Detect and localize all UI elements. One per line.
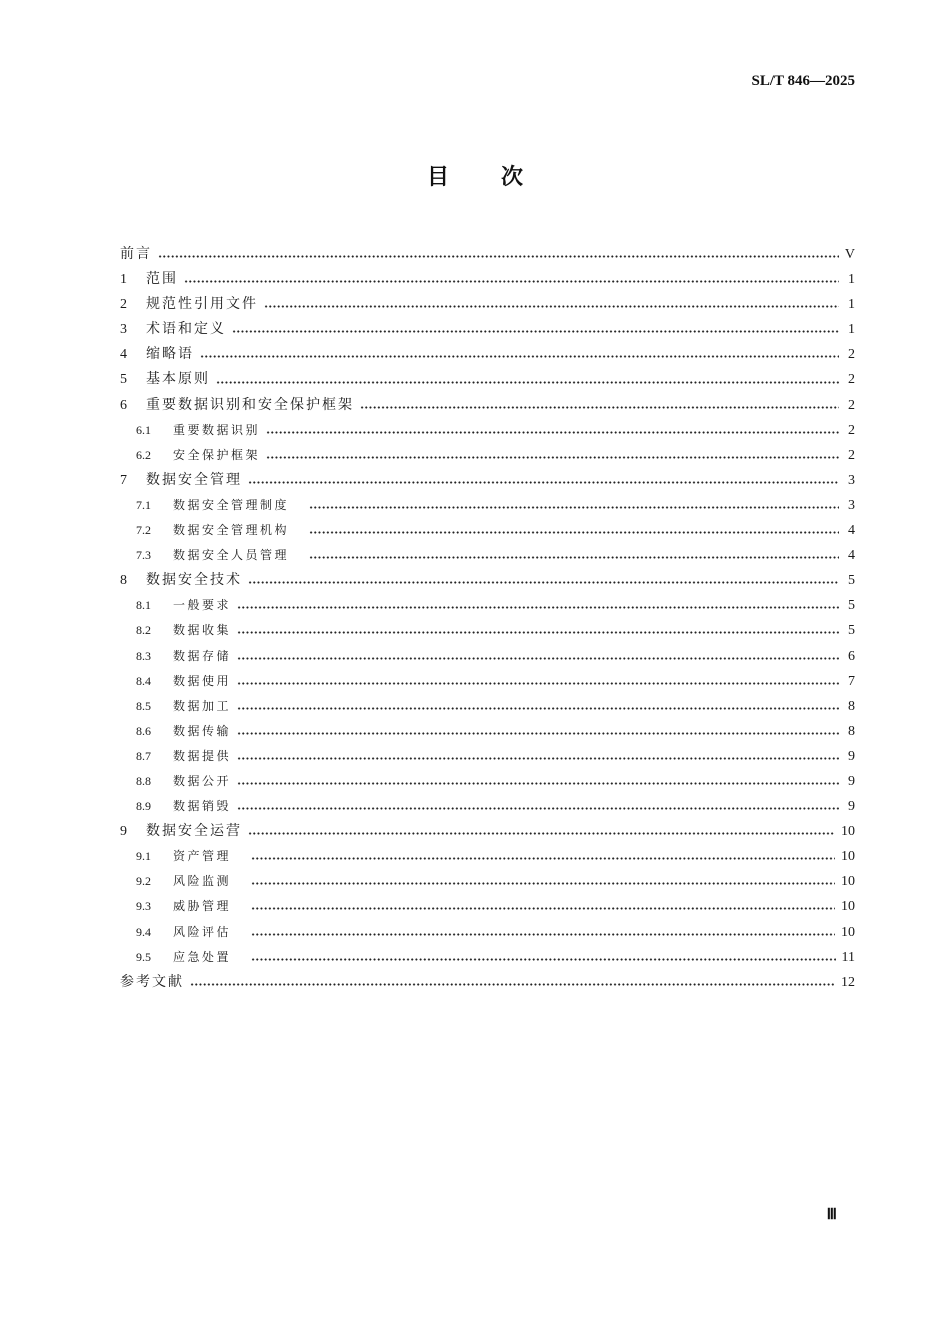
toc-entry[interactable]: [120, 317, 855, 342]
toc-entry-page: 2: [848, 347, 855, 363]
toc-entry-title: 参考文献: [120, 973, 184, 990]
toc-entry-page: 2: [848, 447, 855, 463]
toc-entry-title: 重要数据识别和安全保护框架: [146, 396, 354, 413]
toc-entry[interactable]: [120, 618, 855, 643]
dot-leader: [251, 857, 835, 860]
toc-entry-page: 7: [848, 673, 855, 689]
dot-leader: [237, 682, 839, 685]
toc-entry-title: 应急处置: [173, 949, 232, 964]
toc-entry-page: 1: [848, 297, 855, 313]
toc-entry[interactable]: [120, 292, 855, 317]
dot-leader: [158, 255, 839, 258]
toc-entry-page: 2: [848, 422, 855, 438]
toc-entry-page: 3: [848, 472, 855, 488]
toc-entry-number: 7: [120, 472, 127, 488]
dot-leader: [309, 531, 839, 534]
dot-leader: [266, 456, 839, 459]
toc-entry[interactable]: [120, 819, 855, 844]
toc-entry-page: 9: [848, 799, 855, 815]
toc-entry-page: 4: [848, 523, 855, 539]
dot-leader: [360, 406, 839, 409]
dot-leader: [237, 606, 839, 609]
standard-code: SL/T 846—2025: [751, 73, 855, 89]
toc-entry-title: 缩略语: [146, 346, 194, 363]
toc-entry-title: 基本原则: [146, 371, 210, 388]
toc-entry-title: 安全保护框架: [173, 447, 261, 462]
dot-leader: [248, 481, 839, 484]
toc-entry-page: 8: [848, 698, 855, 714]
toc-entry-page: 1: [848, 272, 855, 288]
toc-entry-page: 8: [848, 723, 855, 739]
toc-entry[interactable]: [120, 518, 855, 543]
toc-entry-number: 8.2: [136, 623, 151, 638]
toc-entry-number: 6.1: [136, 422, 151, 437]
dot-leader: [237, 657, 839, 660]
toc-entry[interactable]: [120, 844, 855, 869]
dot-leader: [216, 381, 839, 384]
toc-entry-page: 12: [841, 974, 855, 990]
toc-entry-number: 9.3: [136, 899, 151, 914]
toc-entry-title: 前言: [120, 246, 152, 262]
toc-entry-number: 5: [120, 372, 127, 388]
toc-entry-title: 数据安全人员管理: [173, 548, 290, 563]
toc-entry-page: 10: [841, 899, 855, 915]
toc-entry-number: 9.2: [136, 874, 151, 889]
toc-entry-title: 范围: [146, 271, 178, 288]
toc-entry-page: 10: [841, 874, 855, 890]
toc-entry[interactable]: [120, 493, 855, 518]
toc-entry-title: 数据安全运营: [146, 823, 242, 840]
dot-leader: [237, 707, 839, 710]
toc-entry-title: 数据公开: [173, 773, 232, 788]
dot-leader: [237, 757, 839, 760]
toc-entry-number: 4: [120, 347, 127, 363]
dot-leader: [190, 983, 835, 986]
table-of-contents: [120, 242, 855, 995]
toc-entry[interactable]: [120, 744, 855, 769]
toc-entry-page: 9: [848, 748, 855, 764]
toc-entry-number: 7.1: [136, 497, 151, 512]
toc-entry-title: 数据安全技术: [146, 572, 242, 589]
toc-entry-number: 2: [120, 297, 127, 313]
toc-entry-title: 一般要求: [173, 598, 232, 613]
toc-entry[interactable]: [120, 694, 855, 719]
dot-leader: [266, 431, 839, 434]
toc-entry-title: 术语和定义: [146, 321, 226, 338]
page-title: 目次: [426, 165, 575, 190]
dot-leader: [251, 958, 836, 961]
dot-leader: [251, 882, 835, 885]
toc-entry-number: 7.2: [136, 523, 151, 538]
toc-entry-title: 规范性引用文件: [146, 296, 258, 313]
dot-leader: [237, 631, 839, 634]
toc-entry-page: 9: [848, 773, 855, 789]
toc-entry-number: 8.4: [136, 673, 151, 688]
toc-entry-title: 数据存储: [173, 648, 232, 663]
toc-entry[interactable]: [120, 367, 855, 392]
toc-entry-number: 8: [120, 573, 127, 589]
dot-leader: [237, 732, 839, 735]
toc-entry-number: 8.7: [136, 748, 151, 763]
toc-entry-title: 数据提供: [173, 748, 232, 763]
toc-entry-page: 2: [848, 372, 855, 388]
toc-entry-number: 9.1: [136, 849, 151, 864]
toc-entry-page: 5: [848, 598, 855, 614]
dot-leader: [251, 933, 835, 936]
toc-entry-page: 5: [848, 573, 855, 589]
dot-leader: [184, 280, 839, 283]
toc-entry-page: 4: [848, 548, 855, 564]
toc-entry-title: 数据传输: [173, 723, 232, 738]
toc-entry[interactable]: [120, 543, 855, 568]
toc-entry-title: 威胁管理: [173, 899, 232, 914]
toc-entry-number: 6.2: [136, 447, 151, 462]
dot-leader: [248, 581, 839, 584]
toc-entry[interactable]: [120, 342, 855, 367]
toc-entry-title: 数据收集: [173, 623, 232, 638]
toc-entry-title: 风险评估: [173, 924, 232, 939]
toc-entry[interactable]: [120, 719, 855, 744]
toc-entry[interactable]: [120, 568, 855, 593]
dot-leader: [237, 782, 839, 785]
toc-entry-title: 数据加工: [173, 698, 232, 713]
toc-entry[interactable]: [120, 794, 855, 819]
toc-entry[interactable]: [120, 267, 855, 292]
dot-leader: [264, 305, 839, 308]
toc-entry-title: 数据安全管理机构: [173, 523, 290, 538]
toc-entry[interactable]: [120, 468, 855, 493]
toc-entry-number: 8.5: [136, 698, 151, 713]
toc-entry-page: 2: [848, 397, 855, 413]
toc-entry[interactable]: [120, 769, 855, 794]
toc-entry[interactable]: [120, 920, 855, 945]
toc-entry-page: 10: [841, 849, 855, 865]
dot-leader: [309, 556, 839, 559]
toc-entry-page: 6: [848, 648, 855, 664]
toc-entry-title: 风险监测: [173, 874, 232, 889]
dot-leader: [309, 506, 839, 509]
toc-entry-number: 6: [120, 397, 127, 413]
toc-entry-number: 1: [120, 272, 127, 288]
toc-entry-number: 3: [120, 322, 127, 338]
toc-entry-number: 8.6: [136, 723, 151, 738]
toc-entry-number: 8.9: [136, 799, 151, 814]
dot-leader: [200, 355, 839, 358]
toc-entry-page: 10: [841, 924, 855, 940]
toc-entry[interactable]: [120, 644, 855, 669]
toc-entry[interactable]: [120, 418, 855, 443]
dot-leader: [248, 832, 835, 835]
toc-entry-number: 9.4: [136, 924, 151, 939]
toc-entry[interactable]: [120, 945, 855, 970]
toc-entry-title: 数据安全管理: [146, 471, 242, 488]
toc-entry-number: 7.3: [136, 548, 151, 563]
toc-entry-number: 9.5: [136, 949, 151, 964]
page-number: Ⅲ: [826, 1207, 837, 1223]
dot-leader: [232, 330, 839, 333]
toc-entry-title: 数据销毁: [173, 799, 232, 814]
toc-entry-page: 1: [848, 322, 855, 338]
toc-entry-number: 8.3: [136, 648, 151, 663]
toc-entry-page: 3: [848, 497, 855, 513]
toc-entry-number: 8.1: [136, 598, 151, 613]
toc-entry-page: V: [844, 247, 855, 262]
toc-entry-page: 10: [841, 824, 855, 840]
toc-entry[interactable]: [120, 869, 855, 894]
dot-leader: [237, 807, 839, 810]
dot-leader: [251, 907, 835, 910]
toc-entry-page: 5: [848, 623, 855, 639]
toc-entry[interactable]: [120, 593, 855, 618]
toc-entry[interactable]: [120, 970, 855, 995]
toc-entry[interactable]: [120, 669, 855, 694]
toc-entry-title: 资产管理: [173, 849, 232, 864]
toc-entry[interactable]: [120, 894, 855, 919]
toc-entry-page: 11: [841, 949, 855, 965]
toc-entry-title: 数据使用: [173, 673, 232, 688]
toc-entry-title: 重要数据识别: [173, 422, 261, 437]
toc-entry[interactable]: [120, 242, 855, 267]
toc-entry[interactable]: [120, 393, 855, 418]
toc-entry-number: 9: [120, 824, 127, 840]
toc-entry-number: 8.8: [136, 773, 151, 788]
toc-entry[interactable]: [120, 443, 855, 468]
toc-entry-title: 数据安全管理制度: [173, 497, 290, 512]
